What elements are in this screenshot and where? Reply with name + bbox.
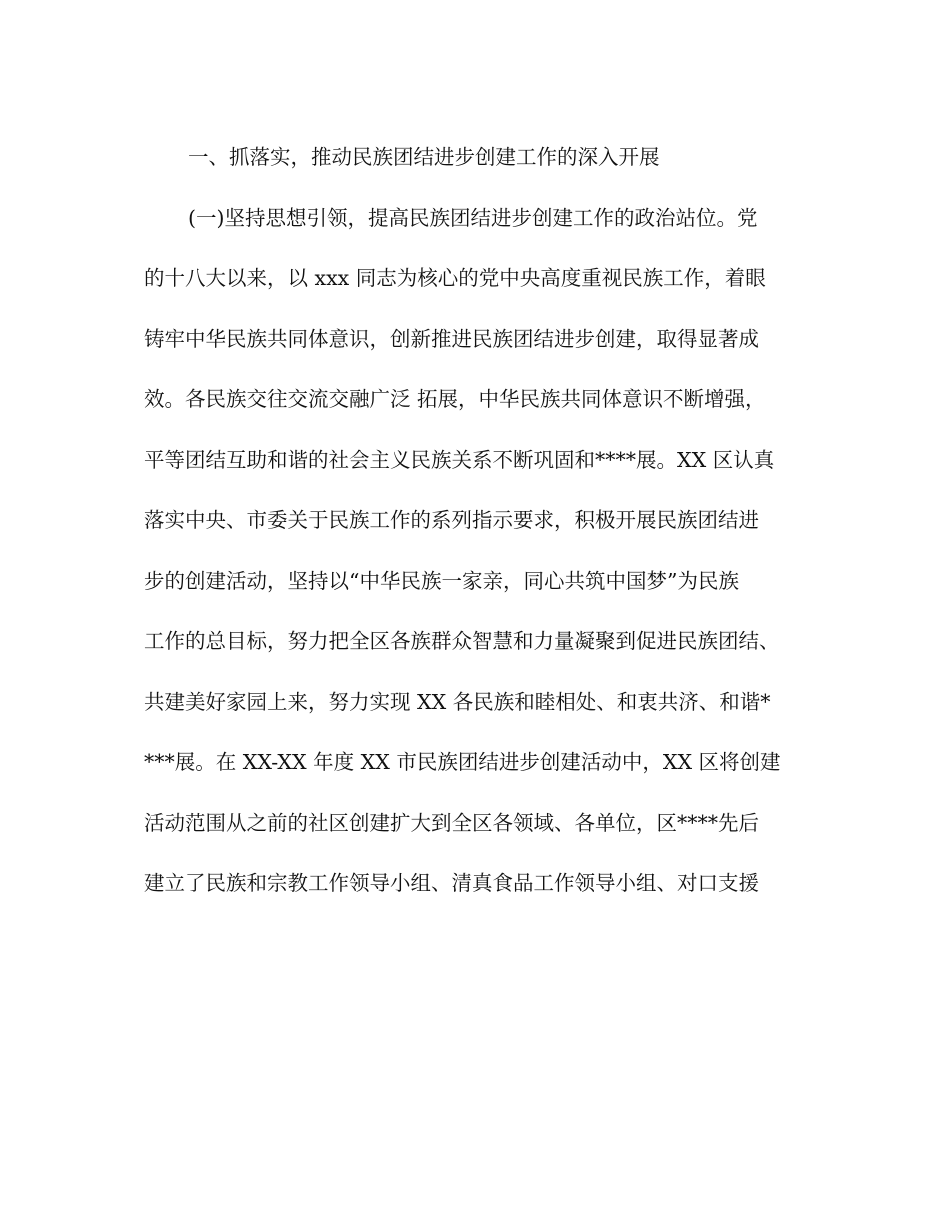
paragraph-line: 建立了民族和宗教工作领导小组、清真食品工作领导小组、对口支援	[144, 871, 759, 895]
paragraph-line: 铸牢中华民族共同体意识，创新推进民族团结进步创建，取得显著成	[144, 327, 759, 351]
section-heading: 一、抓落实，推动民族团结进步创建工作的深入开展	[188, 145, 660, 169]
paragraph-line: 步的创建活动，坚持以“中华民族一家亲，同心共筑中国梦”为民族	[144, 569, 739, 593]
paragraph-line: ***展。在 XX-XX 年度 XX 市民族团结进步创建活动中，XX 区将创建	[144, 750, 781, 774]
paragraph-line: 落实中央、市委关于民族工作的系列指示要求，积极开展民族团结进	[144, 508, 759, 532]
paragraph-line: 效。各民族交往交流交融广泛 拓展，中华民族共同体意识不断增强，	[144, 387, 766, 411]
paragraph-line: (一)坚持思想引领，提高民族团结进步创建工作的政治站位。党	[188, 206, 758, 230]
paragraph-line: 平等团结互助和谐的社会主义民族关系不断巩固和****展。XX 区认真	[144, 448, 775, 472]
paragraph-line: 活动范围从之前的社区创建扩大到全区各领域、各单位，区****先后	[144, 811, 759, 835]
paragraph-line: 共建美好家园上来，努力实现 XX 各民族和睦相处、和衷共济、和谐*	[144, 690, 771, 714]
paragraph-line: 的十八大以来，以 xxx 同志为核心的党中央高度重视民族工作，着眼	[144, 266, 766, 290]
paragraph-line: 工作的总目标，努力把全区各族群众智慧和力量凝聚到促进民族团结、	[144, 629, 780, 653]
